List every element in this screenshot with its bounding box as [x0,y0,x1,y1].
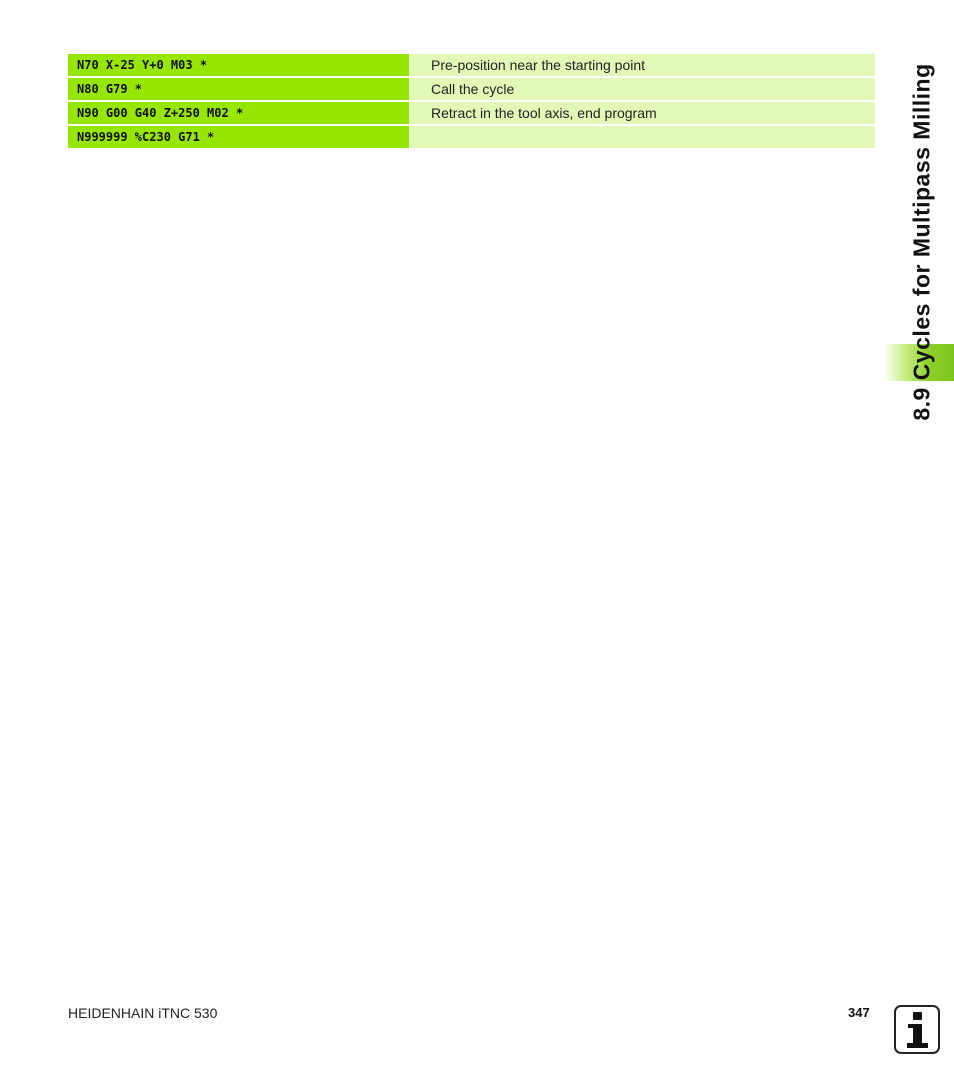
table-row [68,54,875,76]
page-number: 347 [848,1005,870,1020]
nc-program-table [68,54,875,150]
section-title-text: 8.9 Cycles for Multipass Milling [908,63,935,421]
comment-cell: Retract in the tool axis, end program [409,102,875,124]
info-icon [894,1005,940,1054]
table-row [68,78,875,100]
nc-code-cell: N70 X-25 Y+0 M03 * [68,54,409,76]
section-title-vertical [908,52,936,432]
comment-cell: Call the cycle [409,78,875,100]
table-row [68,102,875,124]
comment-cell [409,126,875,148]
table-row [68,126,875,148]
nc-code-cell: N999999 %C230 G71 * [68,126,409,148]
comment-cell: Pre-position near the starting point [409,54,875,76]
footer-brand: HEIDENHAIN iTNC 530 [68,1005,218,1021]
nc-code-cell: N90 G00 G40 Z+250 M02 * [68,102,409,124]
nc-code-cell: N80 G79 * [68,78,409,100]
